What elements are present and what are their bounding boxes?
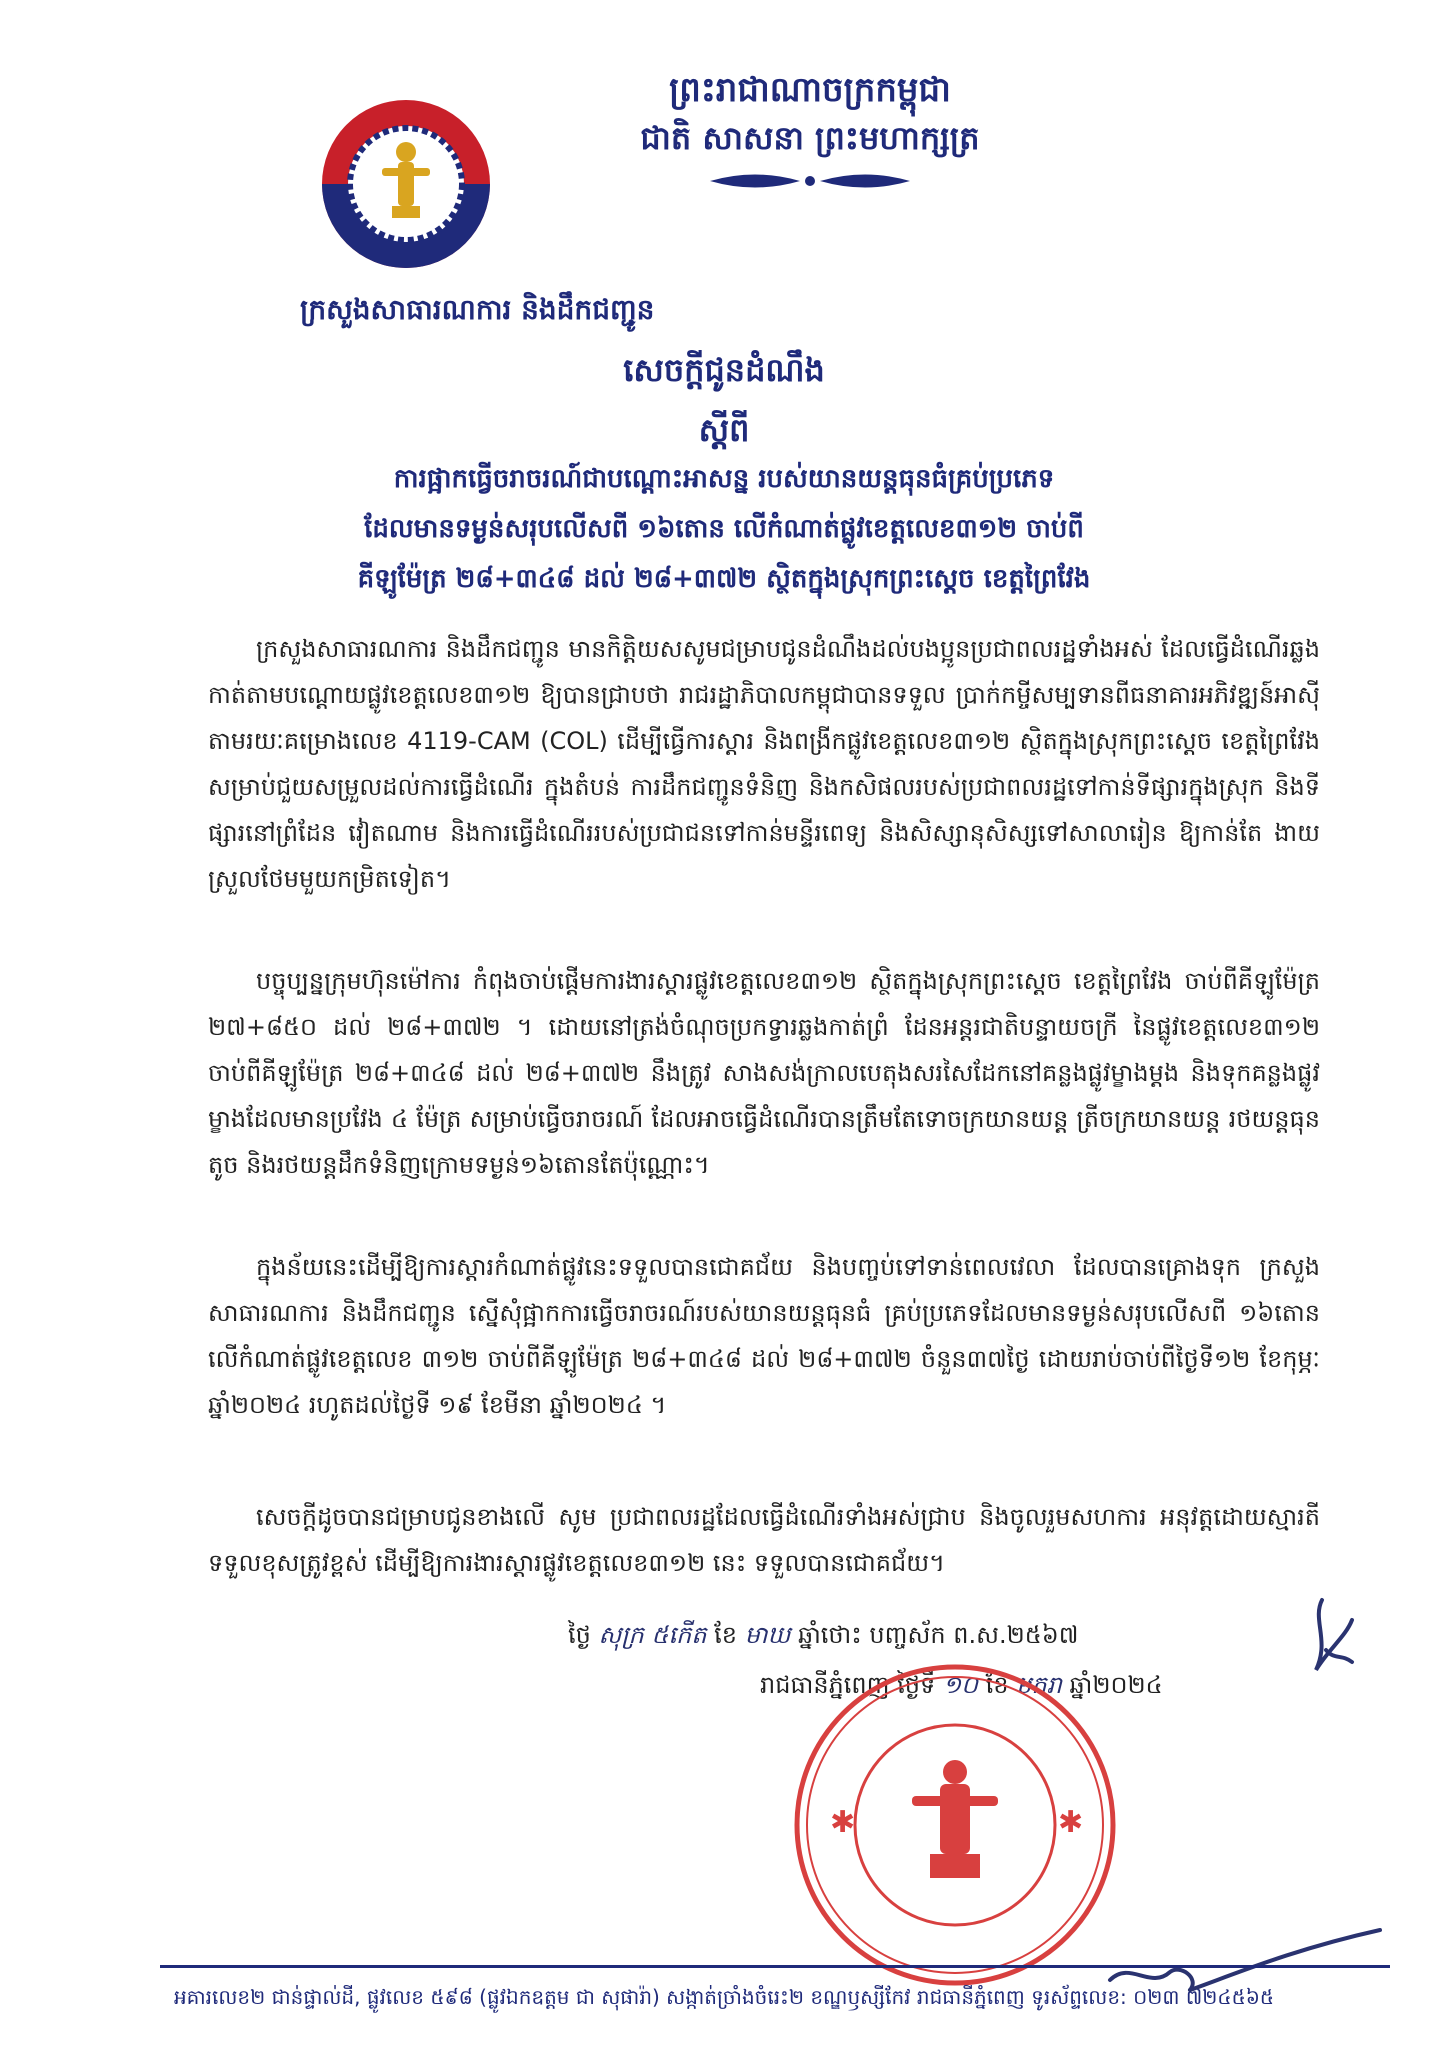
solar-month-handwritten: មករា	[1016, 1671, 1062, 1699]
body-paragraph-4: សេចក្តីដូចបានជម្រាបជូនខាងលើ សូម ប្រជាពលរដ្ឋដែលធ្វើដំណើរទាំងអស់ជ្រាប និងចូលរួមសហការ អនុវត្តដោយស្មារតីទទួលខុសត្រូវខ្ពស់ ដើម្បីឱ្យការងារស្តារផ្លូវខេត្តលេខ៣១២ នេះ ទទួលបានជោគជ័យ។	[208, 1503, 1320, 1577]
kingdom-heading: ព្រះរាជាណាចក្រកម្ពុជា	[669, 70, 951, 110]
document-subtitle: ស្តីពី	[698, 411, 750, 449]
body-paragraph-1: ក្រសួងសាធារណការ និងដឹកជញ្ជូន មានកិត្តិយសសូមជម្រាបជូនដំណឹងដល់បងប្អូនប្រជាពលរដ្ឋទាំងអស់ ដែលធ្វើដំណើរឆ្លងកាត់តាមបណ្តោយផ្លូវខេត្តលេខ៣១២ ឱ្យបានជ្រាបថា រាជរដ្ឋាភិបាលកម្ពុជាបានទទួល ប្រាក់កម្ចីសម្បទានពីធនាគារអភិវឌ្ឍន៍អាស៊ី តាមរយៈគម្រោងលេខ 4119-CAM (COL) ដើម្បីធ្វើការស្តារ និងពង្រីកផ្លូវខេត្តលេខ៣១២ ស្ថិតក្នុងស្រុកព្រះស្តេច ខេត្តព្រៃវែង សម្រាប់ជួយសម្រួលដល់ការធ្វើដំណើរ ក្នុងតំបន់ ការដឹកជញ្ជូនទំនិញ និងកសិផលរបស់ប្រជាពលរដ្ឋទៅកាន់ទីផ្សារក្នុងស្រុក និងទីផ្សារនៅព្រំដែន វៀតណាម និងការធ្វើដំណើររបស់ប្រជាជនទៅកាន់មន្ទីរពេទ្យ និងសិស្សានុសិស្សទៅសាលារៀន ឱ្យកាន់តែ ងាយស្រួលថែមមួយកម្រិតទៀត។	[208, 635, 1320, 893]
subject-line-2: ដែលមានទម្ងន់សរុបលើសពី ១៦តោន លើកំណាត់ផ្លូវខេត្តលេខ៣១២ ចាប់ពី	[364, 514, 1084, 544]
place-prefix: រាជធានីភ្នំពេញ ថ្ងៃទី	[760, 1671, 936, 1699]
subject-line-1: ការផ្អាកធ្វើចរាចរណ៍ជាបណ្តោះអាសន្ន របស់យានយន្តធុនធំគ្រប់ប្រភេទ	[393, 464, 1055, 494]
ornament-divider-icon	[700, 168, 920, 194]
national-motto: ជាតិ សាសនា ព្រះមហាក្សត្រ	[640, 119, 980, 157]
solar-year: ឆ្នាំ២០២៤	[1069, 1671, 1163, 1699]
subject-line-3: គីឡូម៉ែត្រ ២៨+៣៤៨ ដល់ ២៨+៣៧២ ស្ថិតក្នុងស្រុកព្រះស្តេច ខេត្តព្រៃវែង	[357, 564, 1091, 594]
svg-text:✱: ✱	[830, 1805, 856, 1840]
body-paragraph-3: ក្នុងន័យនេះដើម្បីឱ្យការស្តារកំណាត់ផ្លូវនេះទទួលបានជោគជ័យ និងបញ្ចប់ទៅទាន់ពេលវេលា ដែលបានគ្រោងទុក ក្រសួងសាធារណការ និងដឹកជញ្ជូន ស្នើសុំផ្អាកការធ្វើចរាចរណ៍របស់យានយន្តធុនធំ គ្រប់ប្រភេទដែលមានទម្ងន់សរុបលើសពី ១៦តោន លើកំណាត់ផ្លូវខេត្តលេខ ៣១២ ចាប់ពីគីឡូម៉ែត្រ ២៨+៣៤៨ ដល់ ២៨+៣៧២ ចំនួន៣៧ថ្ងៃ ដោយរាប់ចាប់ពីថ្ងៃទី១២ ខែកុម្ភៈ ឆ្នាំ២០២៤ រហូតដល់ថ្ងៃទី ១៩ ខែមីនា ឆ្នាំ២០២៤ ។	[208, 1253, 1320, 1419]
lunar-day-handwritten: សុក្រ ៥កើត	[598, 1621, 707, 1649]
document-title: សេចក្តីជូនដំណឹង	[623, 351, 825, 389]
signature-icon	[1090, 1580, 1390, 2030]
lunar-month-label: ខែ	[714, 1621, 737, 1649]
solar-month-label: ខែ	[985, 1671, 1009, 1699]
lunar-month-handwritten: មាឃ	[744, 1621, 791, 1649]
lunar-year: ឆ្នាំថោះ បញ្ចស័ក ព.ស.២៥៦៧	[797, 1621, 1079, 1649]
svg-text:✱: ✱	[1058, 1805, 1084, 1840]
solar-day-handwritten: ១០	[942, 1671, 979, 1699]
official-seal	[790, 1660, 1120, 1990]
footer-divider	[160, 1965, 1390, 1968]
footer-address: អគារលេខ២ ជាន់ផ្ទាល់ដី, ផ្លូវលេខ ៥៩៨ (ផ្លូវឯកឧត្តម ជា សុផារ៉ា) សង្កាត់ច្រាំងចំរេះ២ ខណ្ឌឫស្សីកែវ រាជធានីភ្នំពេញ ទូរស័ព្ទលេខ: ០២៣ ៧២៤៥៦៥	[173, 1985, 1275, 2009]
ministry-logo	[318, 96, 494, 272]
ministry-name: ក្រសួងសាធារណការ និងដឹកជញ្ជូន	[300, 293, 655, 326]
lunar-date-line	[568, 1620, 1078, 1655]
lunar-prefix: ថ្ងៃ	[568, 1621, 591, 1649]
body-paragraph-2: បច្ចុប្បន្នក្រុមហ៊ុនម៉ៅការ កំពុងចាប់ផ្តើមការងារស្តារផ្លូវខេត្តលេខ៣១២ ស្ថិតក្នុងស្រុកព្រះស្តេច ខេត្តព្រៃវែង ចាប់ពីគីឡូម៉ែត្រ ២៧+៨៥០ ដល់ ២៨+៣៧២ ។ ដោយនៅត្រង់ចំណុចប្រកទ្វារឆ្លងកាត់ព្រំ ដែនអន្តរជាតិបន្ទាយចក្រី នៃផ្លូវខេត្តលេខ៣១២ ចាប់ពីគីឡូម៉ែត្រ ២៨+៣៤៨ ដល់ ២៨+៣៧២ នឹងត្រូវ សាងសង់ក្រាលបេតុងសរសៃដែកនៅគន្លងផ្លូវម្ខាងម្តង និងទុកគន្លងផ្លូវម្ខាងដែលមានប្រវែង ៤ ម៉ែត្រ សម្រាប់ធ្វើចរាចរណ៍ ដែលអាចធ្វើដំណើរបានត្រឹមតែទោចក្រយានយន្ត ត្រីចក្រយានយន្ត រថយន្តធុនតូច និងរថយន្តដឹកទំនិញក្រោមទម្ងន់១៦តោនតែប៉ុណ្ណោះ។	[208, 967, 1320, 1179]
